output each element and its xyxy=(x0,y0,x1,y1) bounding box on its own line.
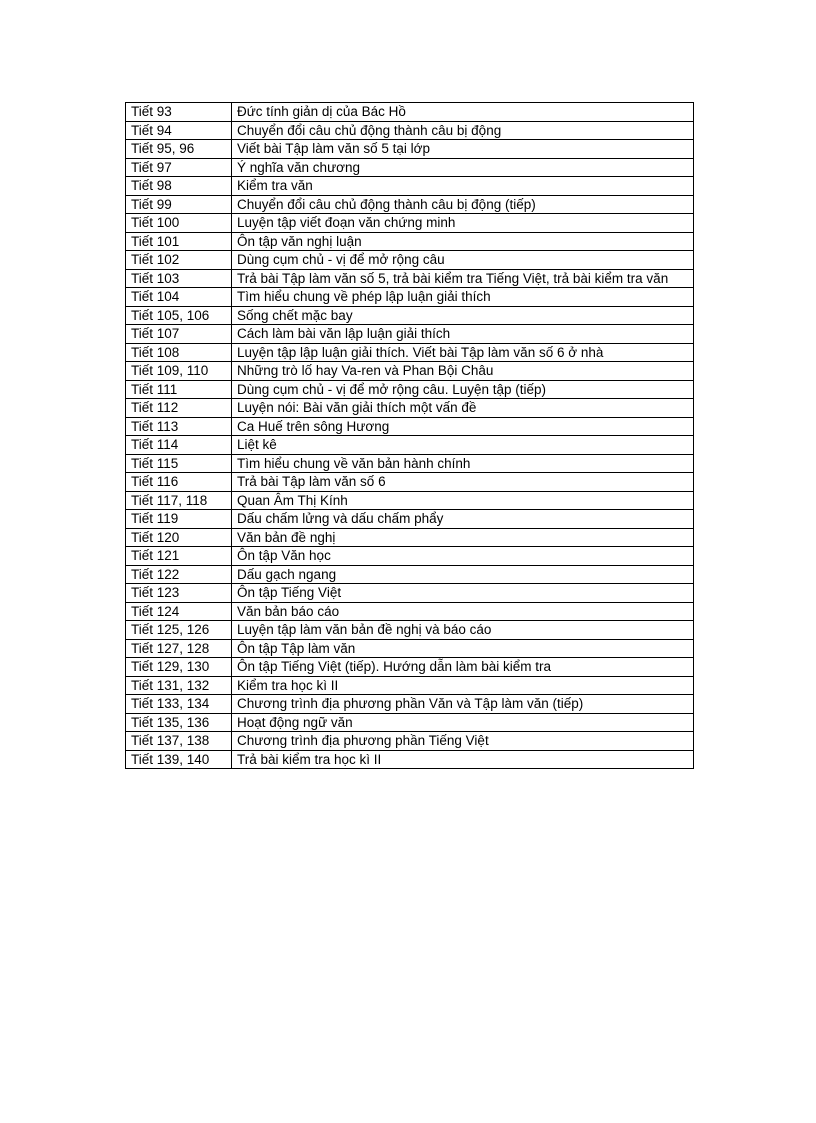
lesson-period-cell: Tiết 104 xyxy=(126,288,232,307)
lesson-period-cell: Tiết 114 xyxy=(126,436,232,455)
lesson-period-cell: Tiết 105, 106 xyxy=(126,306,232,325)
lesson-period-cell: Tiết 108 xyxy=(126,343,232,362)
lesson-period-cell: Tiết 117, 118 xyxy=(126,491,232,510)
lesson-period-cell: Tiết 113 xyxy=(126,417,232,436)
table-row xyxy=(126,602,694,621)
lesson-title-cell: Trả bài Tập làm văn số 6 xyxy=(232,473,694,492)
lesson-title-cell: Ôn tập Tiếng Việt (tiếp). Hướng dẫn làm bài kiểm tra xyxy=(232,658,694,677)
table-row xyxy=(126,214,694,233)
lesson-title-cell: Trả bài Tập làm văn số 5, trả bài kiểm tra Tiếng Việt, trả bài kiểm tra văn xyxy=(232,269,694,288)
table-row xyxy=(126,325,694,344)
table-row xyxy=(126,732,694,751)
table-row xyxy=(126,269,694,288)
lesson-title-cell: Cách làm bài văn lập luận giải thích xyxy=(232,325,694,344)
lesson-title-cell: Tìm hiểu chung về phép lập luận giải thích xyxy=(232,288,694,307)
table-row xyxy=(126,658,694,677)
lesson-period-cell: Tiết 94 xyxy=(126,121,232,140)
table-row xyxy=(126,251,694,270)
lesson-period-cell: Tiết 131, 132 xyxy=(126,676,232,695)
table-row xyxy=(126,454,694,473)
lesson-period-cell: Tiết 129, 130 xyxy=(126,658,232,677)
lesson-title-cell: Ý nghĩa văn chương xyxy=(232,158,694,177)
lesson-period-cell: Tiết 124 xyxy=(126,602,232,621)
lesson-period-cell: Tiết 93 xyxy=(126,103,232,122)
lesson-period-cell: Tiết 99 xyxy=(126,195,232,214)
table-row xyxy=(126,491,694,510)
table-row xyxy=(126,639,694,658)
lesson-period-cell: Tiết 127, 128 xyxy=(126,639,232,658)
table-row xyxy=(126,473,694,492)
table-row xyxy=(126,676,694,695)
table-row xyxy=(126,621,694,640)
lesson-title-cell: Đức tính giản dị của Bác Hồ xyxy=(232,103,694,122)
lesson-title-cell: Ôn tập Tiếng Việt xyxy=(232,584,694,603)
lesson-period-cell: Tiết 97 xyxy=(126,158,232,177)
table-row xyxy=(126,547,694,566)
lesson-schedule-table xyxy=(125,102,694,769)
lesson-period-cell: Tiết 101 xyxy=(126,232,232,251)
lesson-title-cell: Trả bài kiểm tra học kì II xyxy=(232,750,694,769)
lesson-title-cell: Ôn tập Văn học xyxy=(232,547,694,566)
table-row xyxy=(126,362,694,381)
table-row xyxy=(126,306,694,325)
lesson-title-cell: Liệt kê xyxy=(232,436,694,455)
lesson-title-cell: Chuyển đổi câu chủ động thành câu bị động xyxy=(232,121,694,140)
table-row xyxy=(126,140,694,159)
lesson-period-cell: Tiết 122 xyxy=(126,565,232,584)
table-row xyxy=(126,103,694,122)
lesson-title-cell: Chuyển đổi câu chủ động thành câu bị động (tiếp) xyxy=(232,195,694,214)
lesson-title-cell: Sống chết mặc bay xyxy=(232,306,694,325)
lesson-period-cell: Tiết 100 xyxy=(126,214,232,233)
lesson-period-cell: Tiết 98 xyxy=(126,177,232,196)
lesson-title-cell: Kiểm tra văn xyxy=(232,177,694,196)
lesson-title-cell: Hoạt động ngữ văn xyxy=(232,713,694,732)
lesson-title-cell: Ôn tập Tập làm văn xyxy=(232,639,694,658)
lesson-period-cell: Tiết 133, 134 xyxy=(126,695,232,714)
lesson-period-cell: Tiết 123 xyxy=(126,584,232,603)
lesson-title-cell: Tìm hiểu chung về văn bản hành chính xyxy=(232,454,694,473)
lesson-period-cell: Tiết 95, 96 xyxy=(126,140,232,159)
table-row xyxy=(126,158,694,177)
lesson-period-cell: Tiết 121 xyxy=(126,547,232,566)
lesson-period-cell: Tiết 112 xyxy=(126,399,232,418)
lesson-period-cell: Tiết 125, 126 xyxy=(126,621,232,640)
lesson-period-cell: Tiết 137, 138 xyxy=(126,732,232,751)
lesson-title-cell: Luyện tập lập luận giải thích. Viết bài Tập làm văn số 6 ở nhà xyxy=(232,343,694,362)
table-row xyxy=(126,510,694,529)
lesson-title-cell: Văn bản đề nghị xyxy=(232,528,694,547)
table-row xyxy=(126,380,694,399)
lesson-period-cell: Tiết 111 xyxy=(126,380,232,399)
table-row xyxy=(126,695,694,714)
lesson-title-cell: Chương trình địa phương phần Tiếng Việt xyxy=(232,732,694,751)
lesson-period-cell: Tiết 109, 110 xyxy=(126,362,232,381)
lesson-period-cell: Tiết 139, 140 xyxy=(126,750,232,769)
lesson-title-cell: Dùng cụm chủ - vị để mở rộng câu. Luyện tập (tiếp) xyxy=(232,380,694,399)
lesson-title-cell: Chương trình địa phương phần Văn và Tập làm văn (tiếp) xyxy=(232,695,694,714)
table-row xyxy=(126,232,694,251)
table-row xyxy=(126,528,694,547)
lesson-title-cell: Dùng cụm chủ - vị để mở rộng câu xyxy=(232,251,694,270)
lesson-title-cell: Dấu chấm lửng và dấu chấm phẩy xyxy=(232,510,694,529)
lesson-title-cell: Viết bài Tập làm văn số 5 tại lớp xyxy=(232,140,694,159)
table-row xyxy=(126,121,694,140)
table-row xyxy=(126,713,694,732)
lesson-title-cell: Luyện tập viết đoạn văn chứng minh xyxy=(232,214,694,233)
lesson-period-cell: Tiết 119 xyxy=(126,510,232,529)
lesson-title-cell: Kiểm tra học kì II xyxy=(232,676,694,695)
table-row xyxy=(126,288,694,307)
lesson-period-cell: Tiết 115 xyxy=(126,454,232,473)
lesson-title-cell: Quan Âm Thị Kính xyxy=(232,491,694,510)
lesson-period-cell: Tiết 107 xyxy=(126,325,232,344)
table-row xyxy=(126,436,694,455)
table-row xyxy=(126,417,694,436)
table-row xyxy=(126,399,694,418)
lesson-period-cell: Tiết 103 xyxy=(126,269,232,288)
lesson-title-cell: Những trò lố hay Va-ren và Phan Bội Châu xyxy=(232,362,694,381)
table-row xyxy=(126,343,694,362)
lesson-title-cell: Luyện tập làm văn bản đề nghị và báo cáo xyxy=(232,621,694,640)
lesson-title-cell: Văn bản báo cáo xyxy=(232,602,694,621)
table-row xyxy=(126,177,694,196)
table-row xyxy=(126,565,694,584)
lesson-title-cell: Dấu gạch ngang xyxy=(232,565,694,584)
lesson-period-cell: Tiết 102 xyxy=(126,251,232,270)
lesson-period-cell: Tiết 135, 136 xyxy=(126,713,232,732)
lesson-title-cell: Luyện nói: Bài văn giải thích một vấn đề xyxy=(232,399,694,418)
table-row xyxy=(126,195,694,214)
lesson-table-body xyxy=(126,103,694,769)
lesson-title-cell: Ôn tập văn nghị luận xyxy=(232,232,694,251)
table-row xyxy=(126,584,694,603)
lesson-period-cell: Tiết 120 xyxy=(126,528,232,547)
lesson-period-cell: Tiết 116 xyxy=(126,473,232,492)
table-row xyxy=(126,750,694,769)
lesson-title-cell: Ca Huế trên sông Hương xyxy=(232,417,694,436)
